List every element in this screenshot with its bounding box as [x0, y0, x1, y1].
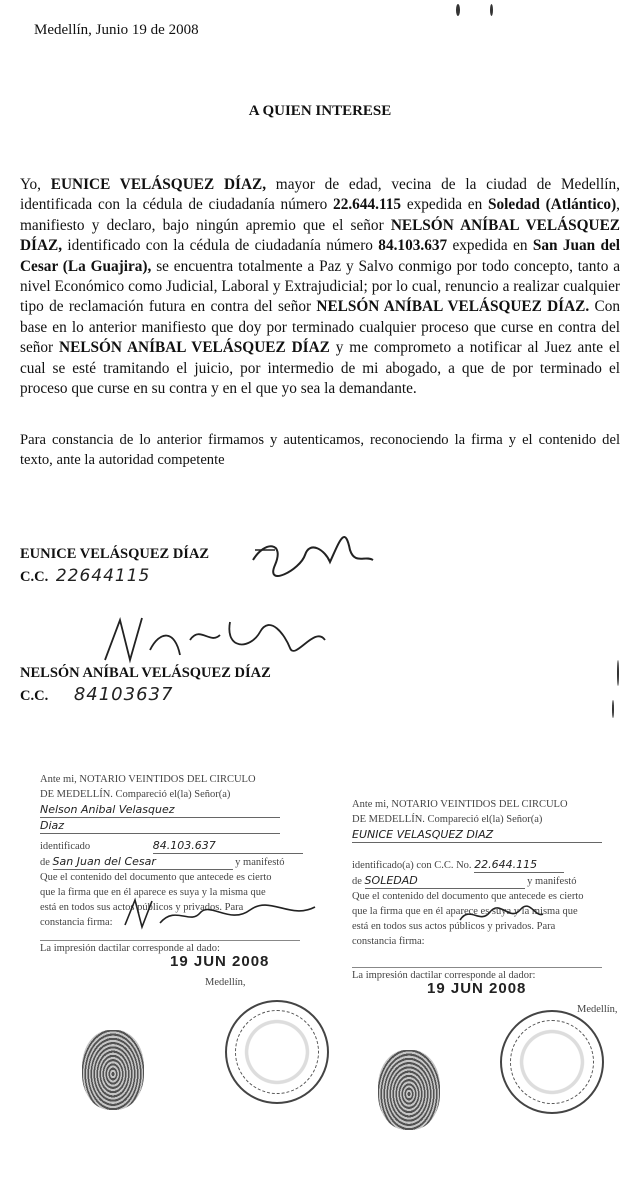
stamp-text: La impresión dactilar corresponde al dador: [352, 967, 602, 983]
closing-paragraph: Para constancia de lo anterior firmamos y autenticamos, reconociendo la firma y el contenido del texto, ante la autoridad competente [20, 432, 620, 468]
text-run: expedida en [401, 196, 489, 214]
stamp-label: y manifestó [527, 876, 577, 887]
stamp-text: Que el contenido del documento que antecede es cierto [40, 872, 272, 883]
stamp-text: está en todos sus actos públicos y privados. Para [352, 921, 556, 932]
other-party-name: NELSÓN ANÍBAL VELÁSQUEZ DÍAZ. [316, 298, 590, 316]
scan-speck [490, 4, 493, 16]
signer-1-name: EUNICE VELÁSQUEZ DÍAZ [20, 546, 210, 562]
stamp-label: de [352, 876, 362, 887]
stamp-text: que la firma que en él aparece es suya y la misma que [352, 906, 578, 917]
stamp-text: que la firma que en él aparece es suya y la misma que [40, 887, 266, 898]
signer-2-cc-handwritten: 84103637 [73, 684, 174, 705]
stamp-text: constancia firma: [40, 917, 113, 928]
stamp-place-handwritten: SOLEDAD [365, 873, 525, 889]
stamp-header: Ante mi, NOTARIO VEINTIDOS DEL CIRCULO [40, 774, 256, 785]
signer-2-name: NELSÓN ANÍBAL VELÁSQUEZ DÍAZ [20, 665, 271, 681]
document-date: Medellín, Junio 19 de 2008 [34, 22, 199, 38]
notary-seal-right [500, 1010, 604, 1114]
scan-speck [456, 4, 460, 16]
other-party-id: 84.103.637 [378, 237, 448, 255]
stamp-id-handwritten: 84.103.637 [153, 838, 303, 854]
stamp-name-handwritten: EUNICE VELASQUEZ DIAZ [352, 827, 602, 843]
date-stamp: 19 JUN 2008 [427, 980, 527, 997]
cc-label: C.C. [20, 688, 49, 704]
other-party-name: NELSÓN ANÍBAL VELÁSQUEZ DÍAZ, [20, 216, 620, 255]
stamp-label: de [40, 857, 50, 868]
cc-label: C.C. [20, 569, 49, 585]
text-run: identificado con la cédula de ciudadanía número [62, 237, 379, 255]
stamp-name-handwritten: Nelson Anibal Velasquez [40, 802, 280, 818]
declarant-id: 22.644.115 [333, 196, 402, 214]
stamp-name-handwritten: Diaz [40, 818, 280, 834]
text-run: se encuentra totalmente a Paz y Salvo conmigo por todo concepto, tanto a nivel Económico como Judicial, Laboral y Extrajudicial; por lo cual, renuncio a realizar cualquier tipo de reclamación futura en contra del señor [20, 257, 620, 316]
text-run: y me comprometo a notificar al Juez ante el cual se esté tramitando el juicio, por intermedio de mi abogado, a que de por terminado el proceso que curse en su contra y en el que yo sea la demandante. [20, 339, 620, 398]
stamp-label: y manifestó [235, 857, 285, 868]
stamp-left-signature-scrawl [120, 895, 320, 935]
scan-speck [612, 700, 614, 718]
declarant-name: EUNICE VELÁSQUEZ DÍAZ, [50, 176, 267, 193]
fingerprint-right [378, 1050, 440, 1130]
text-run: Yo, [20, 176, 51, 193]
signature-2-scrawl [100, 610, 330, 670]
signature-1-scrawl [245, 520, 375, 590]
other-party-place: San Juan del Cesar (La Guajira), [20, 237, 621, 275]
stamp-text: constancia firma: [352, 936, 425, 947]
declarant-place: Soledad (Atlántico) [488, 196, 617, 214]
stamp-right-signature-scrawl [455, 900, 545, 930]
stamp-label: identificado(a) con C.C. No. [352, 860, 472, 871]
signer-1-cc [20, 566, 150, 586]
stamp-line: DE MEDELLÍN. Compareció el(la) Señor(a) [352, 814, 543, 825]
scan-speck [617, 660, 619, 686]
stamp-header: Ante mi, NOTARIO VEINTIDOS DEL CIRCULO [352, 799, 568, 810]
stamp-text: Que el contenido del documento que antecede es cierto [352, 891, 584, 902]
stamp-place-handwritten: San Juan del Cesar [53, 854, 233, 870]
text-run: Con base en lo anterior manifiesto que doy por terminado cualquier proceso que curse en contra del señor [20, 298, 620, 357]
notary-seal-left [225, 1000, 329, 1104]
stamp-city: Medellín, [577, 1004, 618, 1015]
stamp-label: identificado [40, 841, 91, 852]
stamp-line: DE MEDELLÍN. Compareció el(la) Señor(a) [40, 789, 231, 800]
declaration-paragraph [20, 175, 620, 399]
fingerprint-left [82, 1030, 144, 1110]
document-title: A QUIEN INTERESE [248, 103, 392, 119]
signer-2-cc [20, 684, 173, 705]
stamp-text: La impresión dactilar corresponde al dado: [40, 940, 300, 956]
signer-1-cc-handwritten: 22644115 [55, 566, 151, 586]
text-run: mayor de edad, vecina de la ciudad de Medellín, identificada con la cédula de ciudadanía número [20, 176, 620, 214]
date-stamp: 19 JUN 2008 [170, 953, 270, 970]
other-party-name: NELSÓN ANÍBAL VELÁSQUEZ DÍAZ [59, 339, 330, 357]
stamp-id-handwritten: 22.644.115 [474, 857, 564, 873]
text-run: expedida en [447, 237, 533, 255]
stamp-city: Medellín, [205, 977, 246, 988]
text-run: , manifiesto y declaro, bajo ningún apremio que el señor [20, 196, 620, 234]
stamp-text: está en todos sus actos públicos y privados. Para [40, 902, 244, 913]
notary-stamp-left [40, 772, 325, 990]
